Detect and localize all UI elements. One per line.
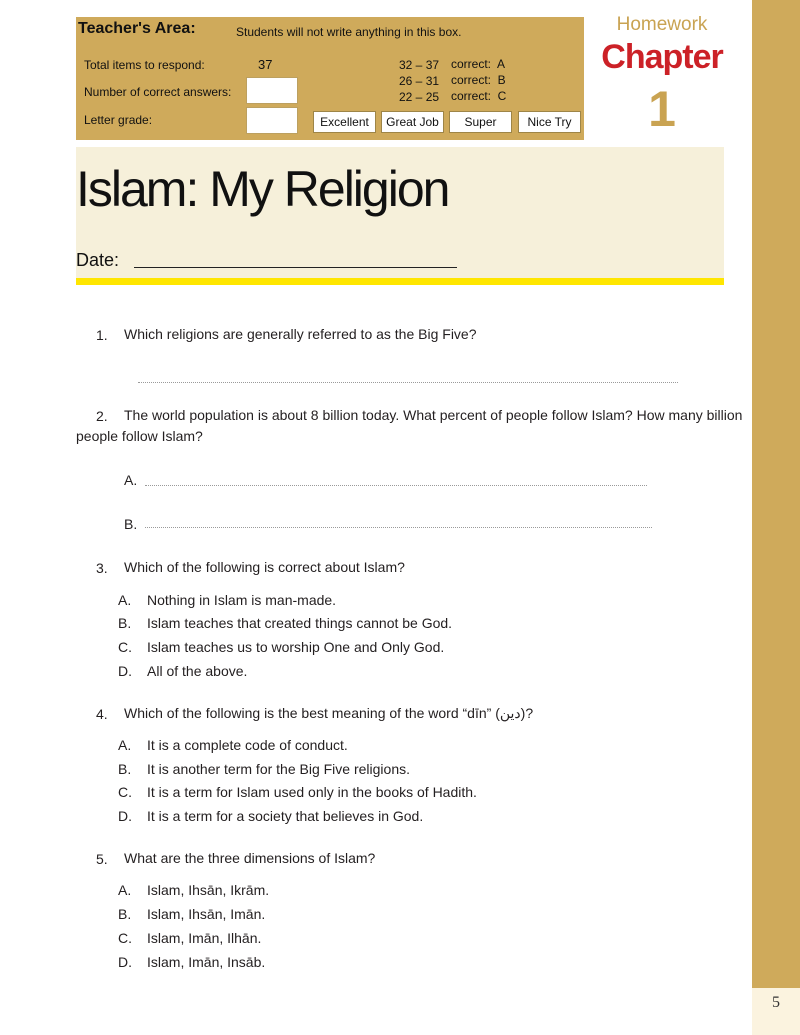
page-title: Islam: My Religion bbox=[76, 161, 449, 217]
chapter-number: 1 bbox=[648, 81, 676, 137]
page-number: 5 bbox=[772, 994, 780, 1011]
option-letter: D. bbox=[118, 954, 132, 970]
grade-scale-grade: correct: A bbox=[451, 57, 506, 71]
option-text[interactable]: Islam, Imān, Ilhān. bbox=[147, 930, 262, 946]
answer-line[interactable] bbox=[138, 382, 678, 383]
question-number: 4. bbox=[96, 706, 108, 722]
grade-scale-grade: correct: C bbox=[451, 89, 507, 103]
date-field[interactable] bbox=[134, 267, 457, 268]
option-text[interactable]: Islam, Imān, Insāb. bbox=[147, 954, 266, 970]
teacher-area-title: Teacher's Area: bbox=[78, 20, 196, 37]
total-items-value: 37 bbox=[258, 57, 273, 72]
title-underline bbox=[76, 278, 724, 285]
grade-scale-range: 26 – 31 bbox=[399, 74, 440, 88]
answer-line-b[interactable] bbox=[145, 527, 652, 528]
correct-answers-label: Number of correct answers: bbox=[84, 85, 232, 99]
letter-grade-field[interactable] bbox=[246, 107, 298, 134]
option-text[interactable]: It is another term for the Big Five religions. bbox=[147, 761, 410, 777]
question-text: Which of the following is the best meaning of the word “dīn” (دين)? bbox=[124, 705, 534, 721]
question-number: 1. bbox=[96, 327, 108, 343]
option-letter: B. bbox=[118, 615, 132, 631]
side-band bbox=[752, 0, 800, 988]
option-text[interactable]: Nothing in Islam is man-made. bbox=[147, 592, 337, 608]
option-letter: C. bbox=[118, 784, 132, 800]
option-letter: C. bbox=[118, 930, 132, 946]
super-button[interactable]: Super bbox=[449, 111, 512, 133]
date-label: Date: bbox=[76, 250, 120, 270]
teacher-area-note: Students will not write anything in this box. bbox=[236, 25, 462, 39]
question-text: The world population is about 8 billion today. What percent of people follow Islam? How many billion bbox=[124, 407, 743, 423]
answer-line-a[interactable] bbox=[145, 485, 647, 486]
total-items-label: Total items to respond: bbox=[84, 58, 205, 72]
option-letter: A. bbox=[118, 882, 132, 898]
option-letter: A. bbox=[118, 737, 132, 753]
question-number: 5. bbox=[96, 851, 108, 867]
great-job-button[interactable]: Great Job bbox=[381, 111, 444, 133]
question-text: What are the three dimensions of Islam? bbox=[124, 850, 376, 866]
homework-label: Homework bbox=[616, 14, 708, 35]
option-letter: B. bbox=[118, 906, 132, 922]
correct-answers-field[interactable] bbox=[246, 77, 298, 104]
question-text-continued: people follow Islam? bbox=[76, 428, 203, 444]
option-text[interactable]: Islam teaches that created things cannot be God. bbox=[147, 615, 453, 631]
question-text: Which of the following is correct about Islam? bbox=[124, 559, 405, 575]
grade-scale-range: 32 – 37 bbox=[399, 58, 440, 72]
option-letter: A. bbox=[118, 592, 132, 608]
chapter-label: Chapter bbox=[601, 38, 723, 76]
grade-scale-range: 22 – 25 bbox=[399, 90, 440, 104]
option-text[interactable]: Islam, Ihsān, Imān. bbox=[147, 906, 266, 922]
option-letter: D. bbox=[118, 663, 132, 679]
option-letter: D. bbox=[118, 808, 132, 824]
nice-try-button[interactable]: Nice Try bbox=[518, 111, 581, 133]
option-letter: C. bbox=[118, 639, 132, 655]
letter-grade-label: Letter grade: bbox=[84, 113, 153, 127]
question-number: 2. bbox=[96, 408, 108, 424]
option-text[interactable]: Islam, Ihsān, Ikrām. bbox=[147, 882, 270, 898]
option-text[interactable]: Islam teaches us to worship One and Only God. bbox=[147, 639, 445, 655]
answer-label: B. bbox=[124, 516, 138, 532]
excellent-button[interactable]: Excellent bbox=[313, 111, 376, 133]
answer-label: A. bbox=[124, 472, 138, 488]
question-number: 3. bbox=[96, 560, 108, 576]
option-text[interactable]: It is a complete code of conduct. bbox=[147, 737, 348, 753]
option-text[interactable]: It is a term for Islam used only in the books of Hadith. bbox=[147, 784, 477, 800]
question-text: Which religions are generally referred to as the Big Five? bbox=[124, 326, 477, 342]
option-text[interactable]: All of the above. bbox=[147, 663, 248, 679]
option-text[interactable]: It is a term for a society that believes in God. bbox=[147, 808, 424, 824]
grade-scale-grade: correct: B bbox=[451, 73, 506, 87]
option-letter: B. bbox=[118, 761, 132, 777]
